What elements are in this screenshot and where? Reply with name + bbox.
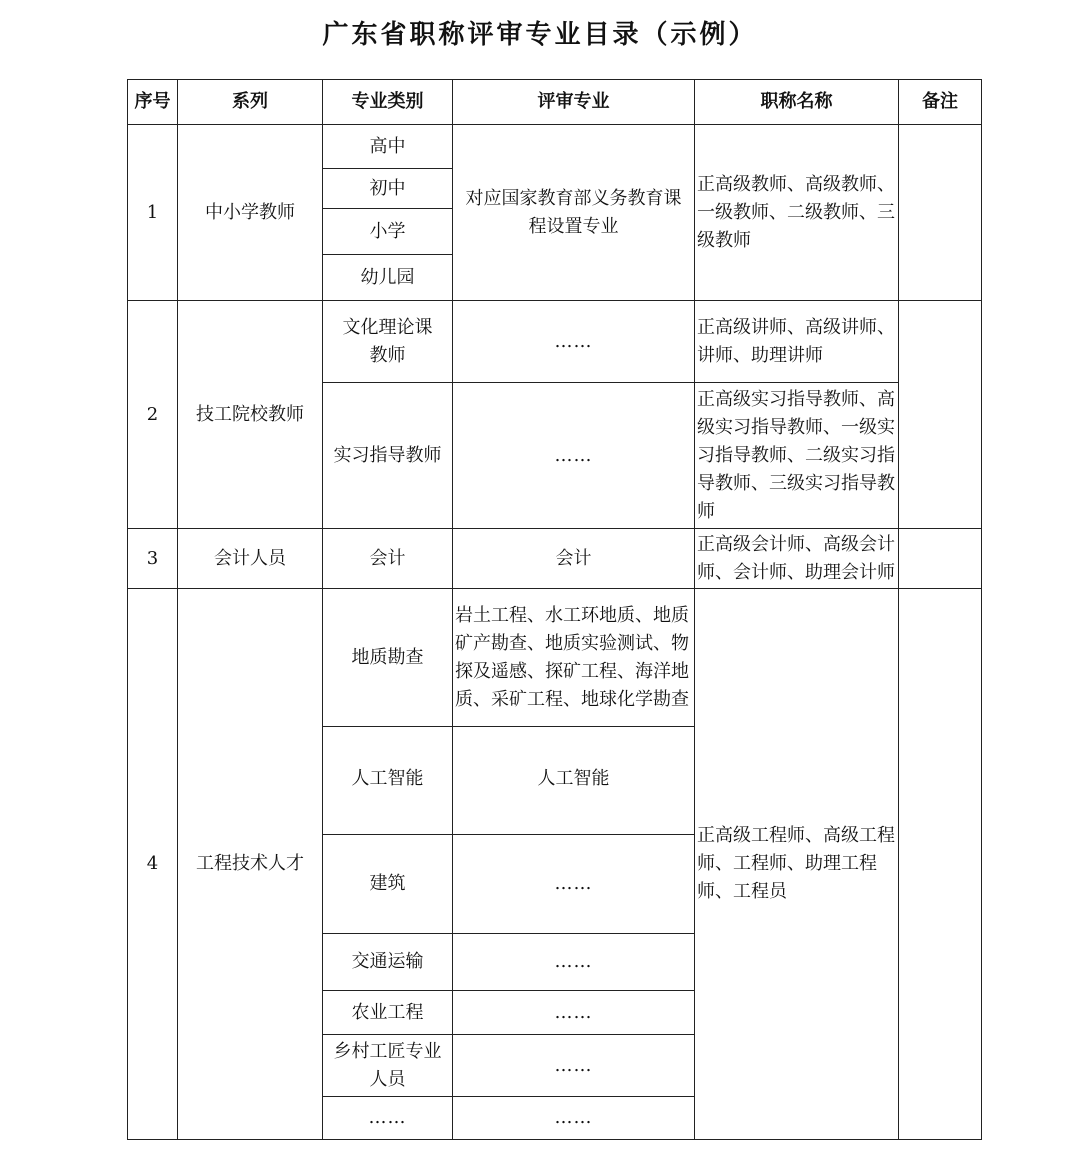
- specialty-cell: 人工智能: [453, 727, 695, 835]
- header-cell: 序号: [128, 80, 178, 125]
- category-cell: 高中: [323, 125, 453, 169]
- title-names-cell: 正高级工程师、高级工程师、工程师、助理工程师、工程员: [695, 589, 899, 1140]
- category-cell: 会计: [323, 529, 453, 589]
- specialty-cell: ……: [453, 991, 695, 1035]
- header-cell: 职称名称: [695, 80, 899, 125]
- specialty-cell: 岩土工程、水工环地质、地质矿产勘查、地质实验测试、物探及遥感、探矿工程、海洋地质、采矿工程、地球化学勘查: [453, 589, 695, 727]
- specialty-cell: 会计: [453, 529, 695, 589]
- title-names-cell: 正高级教师、高级教师、一级教师、二级教师、三级教师: [695, 125, 899, 301]
- specialty-cell: ……: [453, 1097, 695, 1140]
- table-row: [128, 301, 982, 383]
- category-cell: 幼儿园: [323, 255, 453, 301]
- series-cell: 工程技术人才: [178, 589, 323, 1140]
- row-number: 2: [128, 301, 178, 529]
- remark-cell: [899, 589, 982, 1140]
- series-cell: 技工院校教师: [178, 301, 323, 529]
- specialty-cell: ……: [453, 1035, 695, 1097]
- row-number: 4: [128, 589, 178, 1140]
- category-cell: 小学: [323, 209, 453, 255]
- category-cell: 实习指导教师: [323, 383, 453, 529]
- row-number: 1: [128, 125, 178, 301]
- table-row: [128, 529, 982, 589]
- title-names-cell: 正高级实习指导教师、高级实习指导教师、一级实习指导教师、二级实习指导教师、三级实习指导教师: [695, 383, 899, 529]
- header-cell: 系列: [178, 80, 323, 125]
- category-cell: 地质勘查: [323, 589, 453, 727]
- category-cell: 初中: [323, 169, 453, 209]
- category-cell: ……: [323, 1097, 453, 1140]
- category-cell: 文化理论课教师: [323, 301, 453, 383]
- remark-cell: [899, 301, 982, 529]
- specialty-cell: 对应国家教育部义务教育课程设置专业: [453, 125, 695, 301]
- category-cell: 交通运输: [323, 934, 453, 991]
- specialty-cell: ……: [453, 835, 695, 934]
- header-cell: 评审专业: [453, 80, 695, 125]
- page-title: 广东省职称评审专业目录（示例）: [322, 20, 758, 50]
- remark-cell: [899, 529, 982, 589]
- specialty-cell: ……: [453, 383, 695, 529]
- title-names-cell: 正高级会计师、高级会计师、会计师、助理会计师: [695, 529, 899, 589]
- category-cell: 农业工程: [323, 991, 453, 1035]
- category-cell: 乡村工匠专业人员: [323, 1035, 453, 1097]
- catalog-table: [127, 79, 982, 1140]
- header-cell: 专业类别: [323, 80, 453, 125]
- category-cell: 建筑: [323, 835, 453, 934]
- remark-cell: [899, 125, 982, 301]
- series-cell: 中小学教师: [178, 125, 323, 301]
- category-cell: 人工智能: [323, 727, 453, 835]
- series-cell: 会计人员: [178, 529, 323, 589]
- table-row: [128, 125, 982, 169]
- header-cell: 备注: [899, 80, 982, 125]
- table-row: [128, 589, 982, 727]
- specialty-cell: ……: [453, 934, 695, 991]
- header-row: [128, 80, 982, 125]
- row-number: 3: [128, 529, 178, 589]
- specialty-cell: ……: [453, 301, 695, 383]
- title-names-cell: 正高级讲师、高级讲师、讲师、助理讲师: [695, 301, 899, 383]
